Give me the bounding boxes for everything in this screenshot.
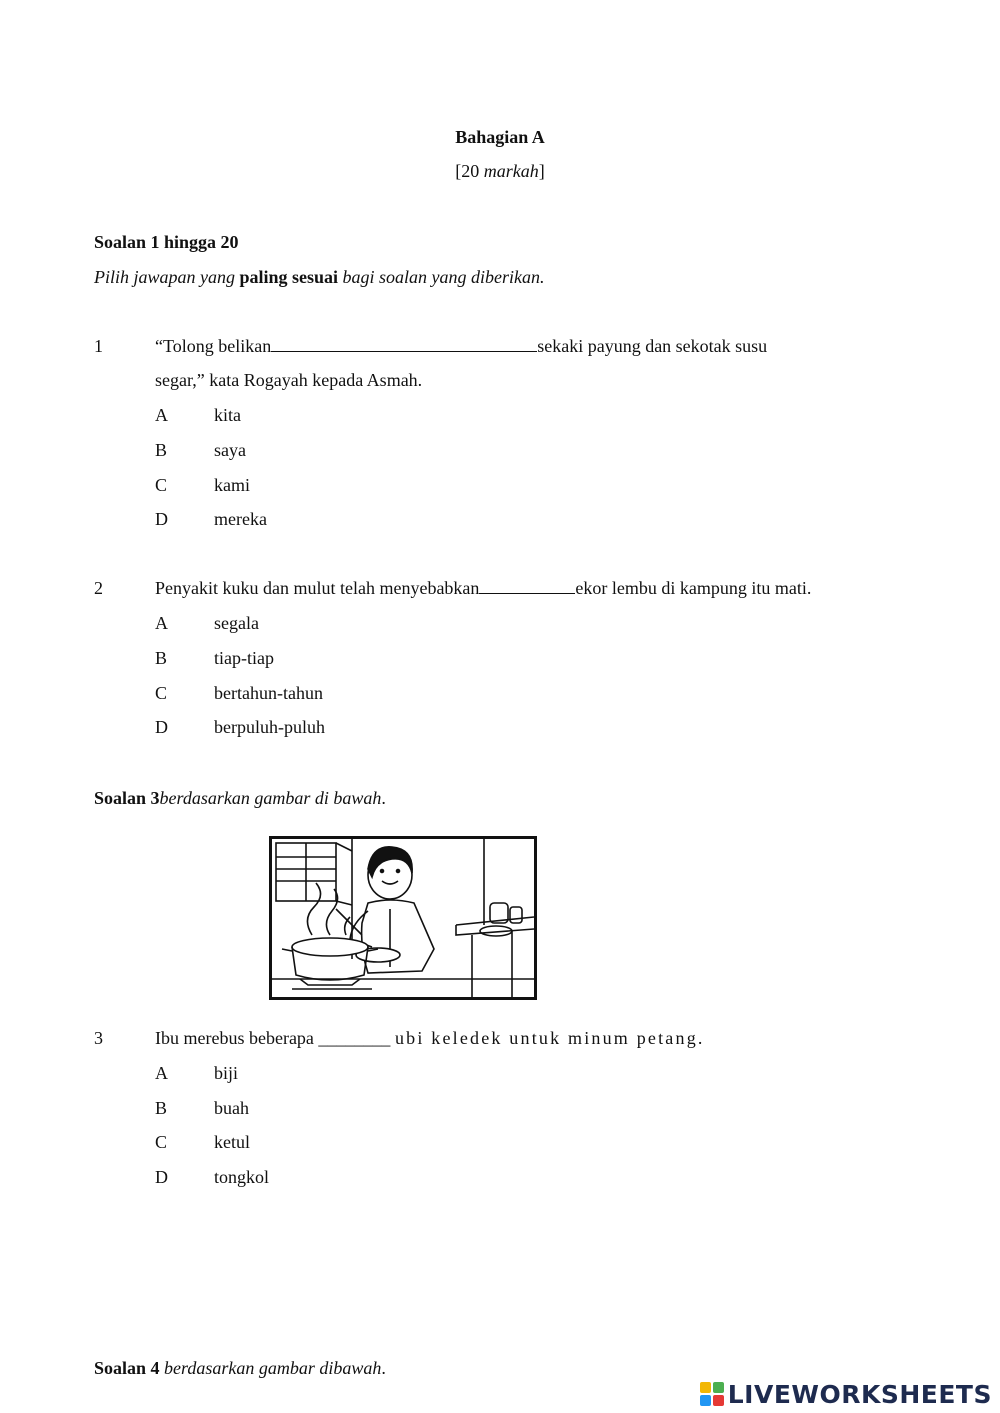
option-text: berpuluh-puluh	[214, 717, 325, 737]
answer-blank	[271, 335, 537, 352]
option-text: kami	[214, 475, 250, 495]
option-letter: D	[155, 1167, 168, 1187]
question-2-line1: Penyakit kuku dan mulut telah menyebabkan ekor lembu di kampung itu mati.	[155, 578, 812, 598]
question-3-number: 3	[94, 1028, 103, 1048]
option-letter: A	[155, 405, 168, 425]
option-letter: D	[155, 509, 168, 529]
question-2-number: 2	[94, 578, 103, 598]
option-text: saya	[214, 440, 246, 460]
liveworksheets-logo	[700, 1381, 992, 1407]
option-text: biji	[214, 1063, 239, 1083]
option-letter: B	[155, 1098, 168, 1118]
option-letter: A	[155, 613, 168, 633]
option-text: buah	[214, 1098, 249, 1118]
option-text: mereka	[214, 509, 267, 529]
question-1-number: 1	[94, 336, 103, 356]
woman-cooking-icon	[269, 836, 537, 1000]
question-3-text: Ibu merebus beberapa ________ ubi keledek untuk minum petang.	[155, 1028, 705, 1048]
option-letter: C	[155, 1132, 168, 1152]
stimulus-4-label: Soalan 4 berdasarkan gambar dibawah.	[94, 1358, 386, 1378]
brand-grid-icon	[700, 1382, 724, 1406]
option-letter: C	[155, 683, 168, 703]
option-text: segala	[214, 613, 259, 633]
option-letter: D	[155, 717, 168, 737]
brand-name: LIVEWORKSHEETS	[727, 1379, 992, 1409]
question-1-line1: “Tolong belikan sekaki payung dan sekotak susu	[155, 336, 768, 356]
option-text: tiap-tiap	[214, 648, 274, 668]
option-text: bertahun-tahun	[214, 683, 323, 703]
question-1-line2: segar,” kata Rogayah kepada Asmah.	[155, 370, 423, 390]
answer-blank	[479, 577, 575, 594]
instruction-text: Pilih jawapan yang paling sesuai bagi soalan yang diberikan.	[94, 267, 545, 287]
option-text: kita	[214, 405, 241, 425]
option-letter: B	[155, 440, 168, 460]
option-text: tongkol	[214, 1167, 270, 1187]
option-letter: A	[155, 1063, 168, 1083]
question-range: Soalan 1 hingga 20	[94, 232, 239, 252]
section-title: Bahagian A	[455, 127, 545, 147]
option-text: ketul	[214, 1132, 250, 1152]
option-letter: C	[155, 475, 168, 495]
option-letter: B	[155, 648, 168, 668]
stimulus-3-label: Soalan 3berdasarkan gambar di bawah.	[94, 788, 386, 808]
kitchen-illustration	[272, 839, 534, 997]
marks-label: [20 markah]	[455, 161, 545, 181]
